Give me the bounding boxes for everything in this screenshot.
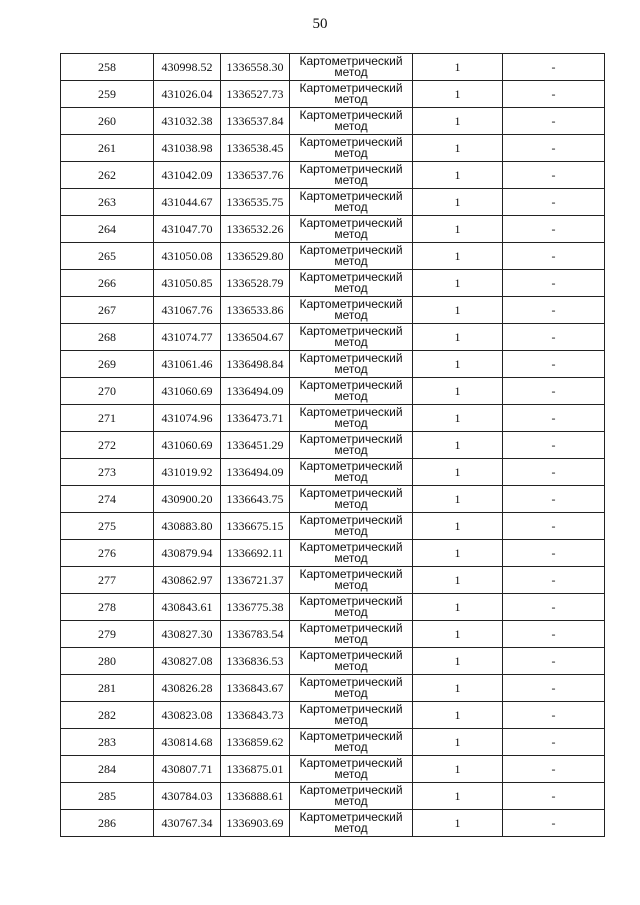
method-cell: Картометрический метод	[290, 702, 413, 729]
note-cell: -	[503, 351, 605, 378]
note-cell: -	[503, 783, 605, 810]
method-cell: Картометрический метод	[290, 297, 413, 324]
x-coordinate-cell: 430843.61	[154, 594, 221, 621]
x-coordinate-cell: 431038.98	[154, 135, 221, 162]
method-cell: Картометрический метод	[290, 81, 413, 108]
table-row	[61, 756, 605, 783]
method-cell: Картометрический метод	[290, 108, 413, 135]
note-cell: -	[503, 459, 605, 486]
note-cell: -	[503, 513, 605, 540]
table-row	[61, 243, 605, 270]
x-coordinate-cell: 430879.94	[154, 540, 221, 567]
table-row	[61, 513, 605, 540]
table-row	[61, 54, 605, 81]
method-cell: Картометрический метод	[290, 783, 413, 810]
accuracy-cell: 1	[413, 783, 503, 810]
table-row	[61, 162, 605, 189]
x-coordinate-cell: 431050.08	[154, 243, 221, 270]
accuracy-cell: 1	[413, 216, 503, 243]
point-number-cell: 263	[61, 189, 154, 216]
point-number-cell: 268	[61, 324, 154, 351]
x-coordinate-cell: 430862.97	[154, 567, 221, 594]
coordinates-table	[60, 53, 605, 837]
point-number-cell: 258	[61, 54, 154, 81]
y-coordinate-cell: 1336843.67	[221, 675, 290, 702]
point-number-cell: 273	[61, 459, 154, 486]
note-cell: -	[503, 108, 605, 135]
note-cell: -	[503, 594, 605, 621]
method-cell: Картометрический метод	[290, 135, 413, 162]
point-number-cell: 274	[61, 486, 154, 513]
y-coordinate-cell: 1336473.71	[221, 405, 290, 432]
x-coordinate-cell: 431042.09	[154, 162, 221, 189]
x-coordinate-cell: 431019.92	[154, 459, 221, 486]
x-coordinate-cell: 431060.69	[154, 378, 221, 405]
x-coordinate-cell: 430883.80	[154, 513, 221, 540]
table-row	[61, 459, 605, 486]
y-coordinate-cell: 1336538.45	[221, 135, 290, 162]
accuracy-cell: 1	[413, 567, 503, 594]
table-row	[61, 108, 605, 135]
method-cell: Картометрический метод	[290, 459, 413, 486]
y-coordinate-cell: 1336498.84	[221, 351, 290, 378]
table-row	[61, 702, 605, 729]
accuracy-cell: 1	[413, 540, 503, 567]
x-coordinate-cell: 431060.69	[154, 432, 221, 459]
point-number-cell: 281	[61, 675, 154, 702]
method-cell: Картометрический метод	[290, 513, 413, 540]
y-coordinate-cell: 1336903.69	[221, 810, 290, 837]
point-number-cell: 282	[61, 702, 154, 729]
method-cell: Картометрический метод	[290, 243, 413, 270]
table-row	[61, 378, 605, 405]
table-row	[61, 324, 605, 351]
method-cell: Картометрический метод	[290, 432, 413, 459]
note-cell: -	[503, 189, 605, 216]
accuracy-cell: 1	[413, 162, 503, 189]
y-coordinate-cell: 1336537.76	[221, 162, 290, 189]
y-coordinate-cell: 1336494.09	[221, 459, 290, 486]
point-number-cell: 271	[61, 405, 154, 432]
x-coordinate-cell: 431067.76	[154, 297, 221, 324]
table-row	[61, 648, 605, 675]
method-cell: Картометрический метод	[290, 675, 413, 702]
x-coordinate-cell: 431061.46	[154, 351, 221, 378]
point-number-cell: 278	[61, 594, 154, 621]
y-coordinate-cell: 1336494.09	[221, 378, 290, 405]
accuracy-cell: 1	[413, 486, 503, 513]
x-coordinate-cell: 430823.08	[154, 702, 221, 729]
point-number-cell: 286	[61, 810, 154, 837]
y-coordinate-cell: 1336532.26	[221, 216, 290, 243]
accuracy-cell: 1	[413, 594, 503, 621]
table-row	[61, 621, 605, 648]
point-number-cell: 276	[61, 540, 154, 567]
table-row	[61, 783, 605, 810]
note-cell: -	[503, 648, 605, 675]
y-coordinate-cell: 1336529.80	[221, 243, 290, 270]
x-coordinate-cell: 431050.85	[154, 270, 221, 297]
method-cell: Картометрический метод	[290, 351, 413, 378]
method-cell: Картометрический метод	[290, 567, 413, 594]
method-cell: Картометрический метод	[290, 378, 413, 405]
note-cell: -	[503, 216, 605, 243]
method-cell: Картометрический метод	[290, 540, 413, 567]
page-number: 50	[312, 16, 328, 32]
note-cell: -	[503, 621, 605, 648]
note-cell: -	[503, 81, 605, 108]
y-coordinate-cell: 1336528.79	[221, 270, 290, 297]
point-number-cell: 272	[61, 432, 154, 459]
accuracy-cell: 1	[413, 702, 503, 729]
method-cell: Картометрический метод	[290, 270, 413, 297]
table-row	[61, 729, 605, 756]
accuracy-cell: 1	[413, 756, 503, 783]
accuracy-cell: 1	[413, 729, 503, 756]
table-row	[61, 810, 605, 837]
note-cell: -	[503, 756, 605, 783]
y-coordinate-cell: 1336504.67	[221, 324, 290, 351]
method-cell: Картометрический метод	[290, 54, 413, 81]
point-number-cell: 277	[61, 567, 154, 594]
y-coordinate-cell: 1336675.15	[221, 513, 290, 540]
point-number-cell: 262	[61, 162, 154, 189]
coordinates-table-body	[61, 54, 605, 837]
point-number-cell: 259	[61, 81, 154, 108]
point-number-cell: 285	[61, 783, 154, 810]
x-coordinate-cell: 430827.30	[154, 621, 221, 648]
method-cell: Картометрический метод	[290, 216, 413, 243]
accuracy-cell: 1	[413, 324, 503, 351]
x-coordinate-cell: 431032.38	[154, 108, 221, 135]
accuracy-cell: 1	[413, 189, 503, 216]
note-cell: -	[503, 162, 605, 189]
y-coordinate-cell: 1336875.01	[221, 756, 290, 783]
point-number-cell: 270	[61, 378, 154, 405]
note-cell: -	[503, 324, 605, 351]
note-cell: -	[503, 405, 605, 432]
method-cell: Картометрический метод	[290, 324, 413, 351]
y-coordinate-cell: 1336692.11	[221, 540, 290, 567]
method-cell: Картометрический метод	[290, 810, 413, 837]
accuracy-cell: 1	[413, 621, 503, 648]
x-coordinate-cell: 430900.20	[154, 486, 221, 513]
method-cell: Картометрический метод	[290, 189, 413, 216]
y-coordinate-cell: 1336859.62	[221, 729, 290, 756]
method-cell: Картометрический метод	[290, 621, 413, 648]
accuracy-cell: 1	[413, 432, 503, 459]
x-coordinate-cell: 430826.28	[154, 675, 221, 702]
note-cell: -	[503, 243, 605, 270]
accuracy-cell: 1	[413, 675, 503, 702]
x-coordinate-cell: 431047.70	[154, 216, 221, 243]
x-coordinate-cell: 430998.52	[154, 54, 221, 81]
table-row	[61, 351, 605, 378]
note-cell: -	[503, 135, 605, 162]
y-coordinate-cell: 1336783.54	[221, 621, 290, 648]
table-row	[61, 297, 605, 324]
y-coordinate-cell: 1336451.29	[221, 432, 290, 459]
point-number-cell: 266	[61, 270, 154, 297]
x-coordinate-cell: 430827.08	[154, 648, 221, 675]
method-cell: Картометрический метод	[290, 486, 413, 513]
note-cell: -	[503, 702, 605, 729]
note-cell: -	[503, 567, 605, 594]
table-row	[61, 270, 605, 297]
note-cell: -	[503, 486, 605, 513]
table-row	[61, 486, 605, 513]
note-cell: -	[503, 378, 605, 405]
method-cell: Картометрический метод	[290, 648, 413, 675]
method-cell: Картометрический метод	[290, 594, 413, 621]
note-cell: -	[503, 540, 605, 567]
accuracy-cell: 1	[413, 810, 503, 837]
point-number-cell: 275	[61, 513, 154, 540]
accuracy-cell: 1	[413, 243, 503, 270]
table-row	[61, 432, 605, 459]
table-row	[61, 675, 605, 702]
table-row	[61, 540, 605, 567]
y-coordinate-cell: 1336843.73	[221, 702, 290, 729]
accuracy-cell: 1	[413, 459, 503, 486]
point-number-cell: 280	[61, 648, 154, 675]
x-coordinate-cell: 431074.96	[154, 405, 221, 432]
accuracy-cell: 1	[413, 648, 503, 675]
accuracy-cell: 1	[413, 54, 503, 81]
accuracy-cell: 1	[413, 351, 503, 378]
x-coordinate-cell: 430814.68	[154, 729, 221, 756]
accuracy-cell: 1	[413, 108, 503, 135]
accuracy-cell: 1	[413, 378, 503, 405]
y-coordinate-cell: 1336721.37	[221, 567, 290, 594]
x-coordinate-cell: 430767.34	[154, 810, 221, 837]
accuracy-cell: 1	[413, 135, 503, 162]
point-number-cell: 261	[61, 135, 154, 162]
point-number-cell: 267	[61, 297, 154, 324]
point-number-cell: 269	[61, 351, 154, 378]
accuracy-cell: 1	[413, 270, 503, 297]
x-coordinate-cell: 430807.71	[154, 756, 221, 783]
point-number-cell: 279	[61, 621, 154, 648]
note-cell: -	[503, 675, 605, 702]
table-row	[61, 567, 605, 594]
table-row	[61, 135, 605, 162]
x-coordinate-cell: 431026.04	[154, 81, 221, 108]
y-coordinate-cell: 1336775.38	[221, 594, 290, 621]
note-cell: -	[503, 729, 605, 756]
x-coordinate-cell: 431044.67	[154, 189, 221, 216]
accuracy-cell: 1	[413, 405, 503, 432]
point-number-cell: 265	[61, 243, 154, 270]
y-coordinate-cell: 1336537.84	[221, 108, 290, 135]
y-coordinate-cell: 1336888.61	[221, 783, 290, 810]
x-coordinate-cell: 430784.03	[154, 783, 221, 810]
note-cell: -	[503, 810, 605, 837]
note-cell: -	[503, 54, 605, 81]
y-coordinate-cell: 1336527.73	[221, 81, 290, 108]
accuracy-cell: 1	[413, 513, 503, 540]
table-row	[61, 189, 605, 216]
table-row	[61, 405, 605, 432]
method-cell: Картометрический метод	[290, 162, 413, 189]
note-cell: -	[503, 270, 605, 297]
note-cell: -	[503, 432, 605, 459]
table-row	[61, 216, 605, 243]
x-coordinate-cell: 431074.77	[154, 324, 221, 351]
table-row	[61, 594, 605, 621]
y-coordinate-cell: 1336643.75	[221, 486, 290, 513]
method-cell: Картометрический метод	[290, 756, 413, 783]
table-row	[61, 81, 605, 108]
y-coordinate-cell: 1336836.53	[221, 648, 290, 675]
method-cell: Картометрический метод	[290, 405, 413, 432]
note-cell: -	[503, 297, 605, 324]
point-number-cell: 283	[61, 729, 154, 756]
y-coordinate-cell: 1336558.30	[221, 54, 290, 81]
accuracy-cell: 1	[413, 297, 503, 324]
accuracy-cell: 1	[413, 81, 503, 108]
point-number-cell: 284	[61, 756, 154, 783]
point-number-cell: 264	[61, 216, 154, 243]
method-cell: Картометрический метод	[290, 729, 413, 756]
y-coordinate-cell: 1336533.86	[221, 297, 290, 324]
point-number-cell: 260	[61, 108, 154, 135]
y-coordinate-cell: 1336535.75	[221, 189, 290, 216]
